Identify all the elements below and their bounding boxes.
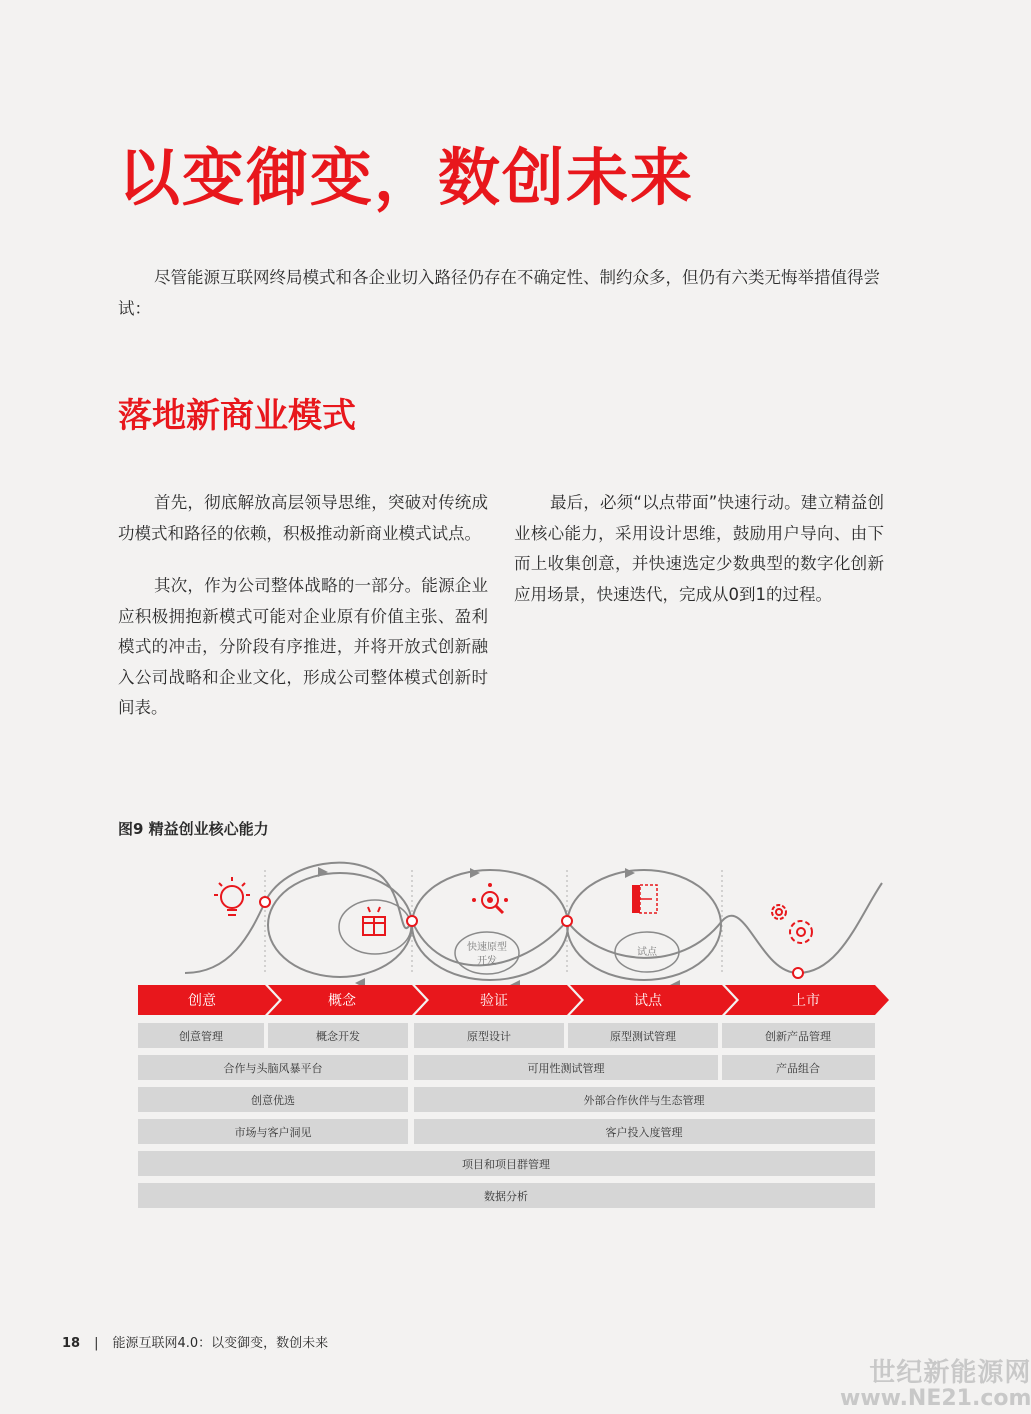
stage-label-idea: 创意 <box>188 993 216 1009</box>
cell-customer-engagement-management: 客户投入度管理 <box>605 1126 683 1139</box>
paragraph-first: 首先，彻底解放高层领导思维，突破对传统成功模式和路径的依赖，积极推动新商业模式试点。 <box>118 493 488 543</box>
loop-label-prototype: 快速原型 <box>467 942 507 953</box>
footer-separator: | <box>94 1336 99 1351</box>
stage-label-concept: 概念 <box>328 993 356 1009</box>
figure-caption: 图9 精益创业核心能力 <box>118 820 269 838</box>
capability-grid <box>138 1023 875 1208</box>
cell-product-portfolio: 产品组合 <box>776 1062 820 1075</box>
watermark <box>840 1360 1031 1410</box>
footer-text: 能源互联网4.0：以变御变，数创未来 <box>112 1336 329 1351</box>
stage-label-launch: 上市 <box>792 993 820 1009</box>
magnifier-icon <box>472 883 508 913</box>
right-column <box>514 488 884 610</box>
paragraph-second: 其次，作为公司整体战略的一部分。能源企业应积极拥抱新模式可能对企业原有价值主张、盈利模式的冲击，分阶段有序推进，并将开放式创新融入公司战略和企业文化，形成公司整体模式创新时间表。 <box>118 576 488 717</box>
main-title: 以变御变，数创未来 <box>118 141 695 214</box>
lean-startup-figure <box>0 855 1000 1225</box>
lightbulb-icon <box>214 877 250 915</box>
cell-idea-selection: 创意优选 <box>251 1094 295 1107</box>
cell-market-customer-insight: 市场与客户洞见 <box>234 1126 312 1139</box>
cell-brainstorm-platform: 合作与头脑风暴平台 <box>223 1062 323 1075</box>
stage-label-pilot: 试点 <box>634 993 662 1009</box>
watermark-url: www.NE21.com <box>840 1386 1031 1412</box>
intro-paragraph: 尽管能源互联网终局模式和各企业切入路径仍存在不确定性、制约众多，但仍有六类无悔举措值得尝试： <box>118 268 880 318</box>
loop-label-pilot: 试点 <box>637 947 657 958</box>
cell-innovative-product-management: 创新产品管理 <box>765 1030 831 1043</box>
cell-data-analysis: 数据分析 <box>484 1190 528 1203</box>
cell-project-program-management: 项目和项目群管理 <box>462 1158 550 1171</box>
watermark-name: 世纪新能源网 <box>869 1358 1031 1388</box>
section-title: 落地新商业模式 <box>118 396 356 436</box>
cell-idea-management: 创意管理 <box>179 1030 223 1043</box>
stage-label-verify: 验证 <box>480 993 508 1009</box>
paragraph-last: 最后，必须“以点带面”快速行动。建立精益创业核心能力，采用设计思维，鼓励用户导向、由下而上收集创意，并快速选定少数典型的数字化创新应用场景，快速迭代，完成从0到1的过程。 <box>514 493 884 604</box>
loop-pilot-outer <box>567 870 721 980</box>
gears-icon <box>772 905 812 943</box>
cell-concept-development: 概念开发 <box>316 1030 360 1043</box>
loop-label-develop: 开发 <box>477 956 497 967</box>
loop-prototype-inner <box>455 932 519 974</box>
cell-prototype-design: 原型设计 <box>467 1030 511 1043</box>
loop-concept <box>268 873 412 977</box>
box-icon <box>363 907 385 935</box>
cell-partner-ecosystem-management: 外部合作伙伴与生态管理 <box>583 1094 705 1107</box>
page-number: 18 <box>62 1336 81 1351</box>
cell-prototype-test-management: 原型测试管理 <box>610 1030 676 1043</box>
left-column <box>118 488 488 724</box>
page-footer <box>62 1332 328 1351</box>
stage-bar <box>138 985 889 1015</box>
flag-icon <box>632 885 657 913</box>
cell-usability-test-management: 可用性测试管理 <box>527 1062 605 1075</box>
